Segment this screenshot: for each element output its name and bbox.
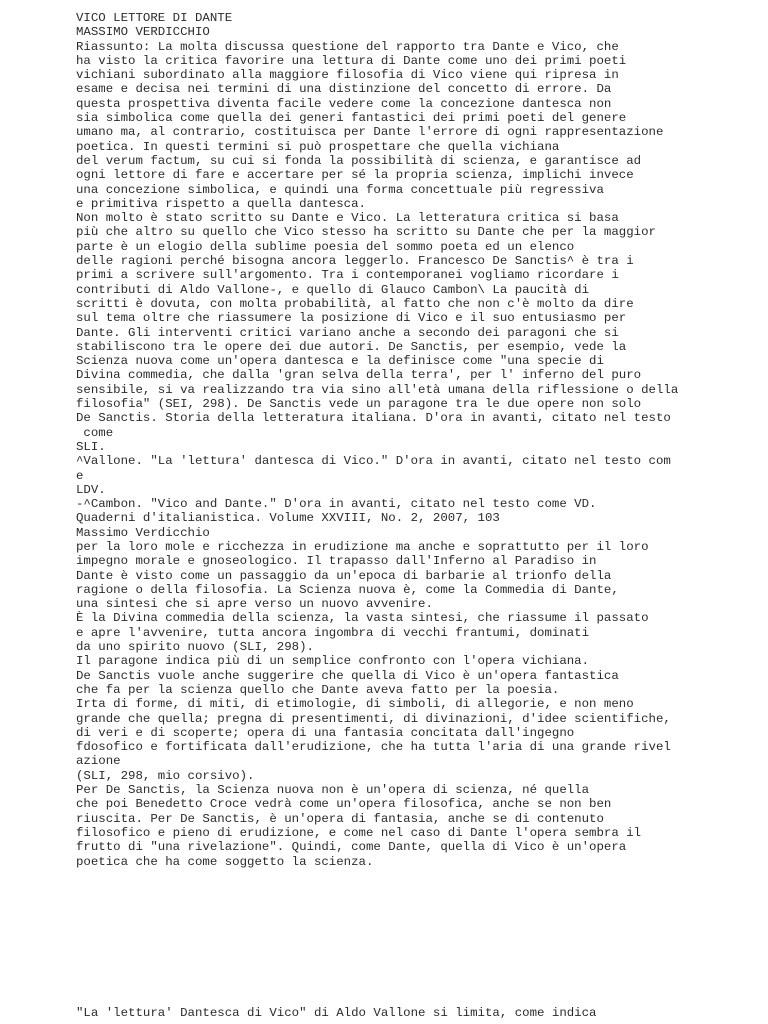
text-line: poetica che ha come soggetto la scienza. [76, 854, 374, 869]
text-line: che fa per la scienza quello che Dante aveva fatto per la poesia. [76, 682, 560, 697]
footer-line: "La 'lettura' Dantesca di Vico" di Aldo Vallone si limita, come indica [76, 1006, 597, 1020]
text-line: per la loro mole e ricchezza in erudizione ma anche e soprattutto per il loro [76, 539, 649, 554]
text-line: Il paragone indica più di un semplice confronto con l'opera vichiana. [76, 654, 590, 669]
text-line: azione [76, 754, 121, 769]
text-line: Dante è visto come un passaggio da un'epoca di barbarie al trionfo della [76, 568, 612, 583]
text-line: ^Vallone. "La 'lettura' dantesca di Vico." D'ora in avanti, citato nel testo com [76, 454, 671, 469]
text-line: e primitiva rispetto a quella dantesca. [76, 196, 366, 211]
text-line: più che altro su quello che Vico stesso ha scritto su Dante che per la maggior [76, 225, 656, 240]
text-line: questa prospettiva diventa facile vedere come la concezione dantesca non [76, 96, 612, 111]
text-line: LDV. [76, 482, 106, 497]
text-line: scritti è dovuta, con molta probabilità, al fatto che non c'è molto da dire [76, 296, 634, 311]
text-line: Dante. Gli interventi critici variano anche a secondo dei paragoni che si [76, 325, 619, 340]
text-line: ha visto la critica favorire una lettura di Dante come uno dei primi poeti [76, 53, 627, 68]
text-line: del verum factum, su cui si fonda la possibilità di scienza, e garantisce ad [76, 153, 642, 168]
text-line: di veri e di scoperte; opera di una fantasia concitata dall'ingegno [76, 725, 575, 740]
text-line: De Sanctis vuole anche suggerire che quella di Vico è un'opera fantastica [76, 668, 619, 683]
text-line: filosofia" (SEI, 298). De Sanctis vede un paragone tra le due opere non solo [76, 397, 642, 412]
text-line: sia simbolica come quella dei generi fantastici dei primi poeti del genere [76, 111, 627, 126]
text-line: e apre l'avvenire, tutta ancora ingombra di vecchi frantumi, dominati [76, 625, 590, 640]
text-line: delle ragioni perché bisogna ancora leggerlo. Francesco De Sanctis^ è tra i [76, 254, 634, 269]
text-line: MASSIMO VERDICCHIO [76, 25, 210, 40]
text-line: come [76, 425, 114, 440]
text-line: sensibile, si va realizzando tra via sino all'età umana della riflessione o della [76, 382, 679, 397]
text-line: Irta di forme, di miti, di etimologie, di simboli, di allegorie, e non meno [76, 697, 634, 712]
text-line: (SLI, 298, mio corsivo). [76, 768, 255, 783]
text-line: De Sanctis. Storia della letteratura italiana. D'ora in avanti, citato nel testo [76, 411, 671, 426]
text-line: Divina commedia, che dalla 'gran selva della terra', per l' inferno del puro [76, 368, 642, 383]
text-line: ragione o della filosofia. La Scienza nuova è, come la Commedia di Dante, [76, 582, 619, 597]
text-line: sul tema oltre che riassumere la posizione di Vico e il suo entusiasmo per [76, 311, 627, 326]
text-line: VICO LETTORE DI DANTE [76, 11, 233, 25]
text-line: filosofico e pieno di erudizione, e come nel caso di Dante l'opera sembra il [76, 825, 642, 840]
text-line: Per De Sanctis, la Scienza nuova non è un'opera di scienza, né quella [76, 783, 590, 798]
text-line: SLI. [76, 439, 106, 454]
document-body [76, 11, 756, 869]
text-line: frutto di "una rivelazione". Quindi, come Dante, quella di Vico è un'opera [76, 840, 627, 855]
text-line: una sintesi che si apre verso un nuovo avvenire. [76, 597, 433, 612]
text-line: ogni lettore di fare e accertare per sé la propria scienza, implichi invece [76, 168, 634, 183]
text-line: vichiani subordinato alla maggiore filosofia di Vico viene qui ripresa in [76, 68, 619, 83]
text-line: umano ma, al contrario, costituisca per Dante l'errore di ogni rappresentazione [76, 125, 664, 140]
text-line: impegno morale e gnoseologico. Il trapasso dall'Inferno al Paradiso in [76, 554, 597, 569]
text-line: fdosofico e fortificata dall'erudizione, che ha tutta l'aria di una grande rivel [76, 740, 671, 755]
text-line: È la Divina commedia della scienza, la vasta sintesi, che riassume il passato [76, 611, 649, 626]
text-line: una concezione simbolica, e quindi una forma concettuale più regressiva [76, 182, 604, 197]
text-line: parte è un elogio della sublime poesia del sommo poeta ed un elenco [76, 239, 575, 254]
text-line: primi a scrivere sull'argomento. Tra i contemporanei vogliamo ricordare i [76, 268, 619, 283]
text-line: grande che quella; pregna di presentimenti, di divinazioni, d'idee scientifiche, [76, 711, 671, 726]
text-line: Riassunto: La molta discussa questione del rapporto tra Dante e Vico, che [76, 39, 619, 54]
text-line: esame e decisa nei termini di una distinzione del concetto di errore. Da [76, 82, 612, 97]
text-line: poetica. In questi termini si può prospettare che quella vichiana [76, 139, 560, 154]
text-line: e [76, 468, 84, 483]
text-line: Massimo Verdicchio [76, 525, 210, 540]
text-line: Quaderni d'italianistica. Volume XXVIII, No. 2, 2007, 103 [76, 511, 500, 526]
text-line: Non molto è stato scritto su Dante e Vico. La letteratura critica si basa [76, 211, 619, 226]
text-line: contributi di Aldo Vallone-, e quello di Glauco Cambon\ La paucità di [76, 282, 590, 297]
text-line: -^Cambon. "Vico and Dante." D'ora in avanti, citato nel testo come VD. [76, 497, 597, 512]
text-line: Scienza nuova come un'opera dantesca e la definisce come "una specie di [76, 354, 604, 369]
text-line: riuscita. Per De Sanctis, è un'opera di fantasia, anche se di contenuto [76, 811, 604, 826]
document-footer-text [76, 1006, 756, 1020]
text-line: che poi Benedetto Croce vedrà come un'opera filosofica, anche se non ben [76, 797, 612, 812]
text-line: da uno spirito nuovo (SLI, 298). [76, 640, 314, 655]
text-line: stabiliscono tra le opere dei due autori. De Sanctis, per esempio, vede la [76, 339, 627, 354]
